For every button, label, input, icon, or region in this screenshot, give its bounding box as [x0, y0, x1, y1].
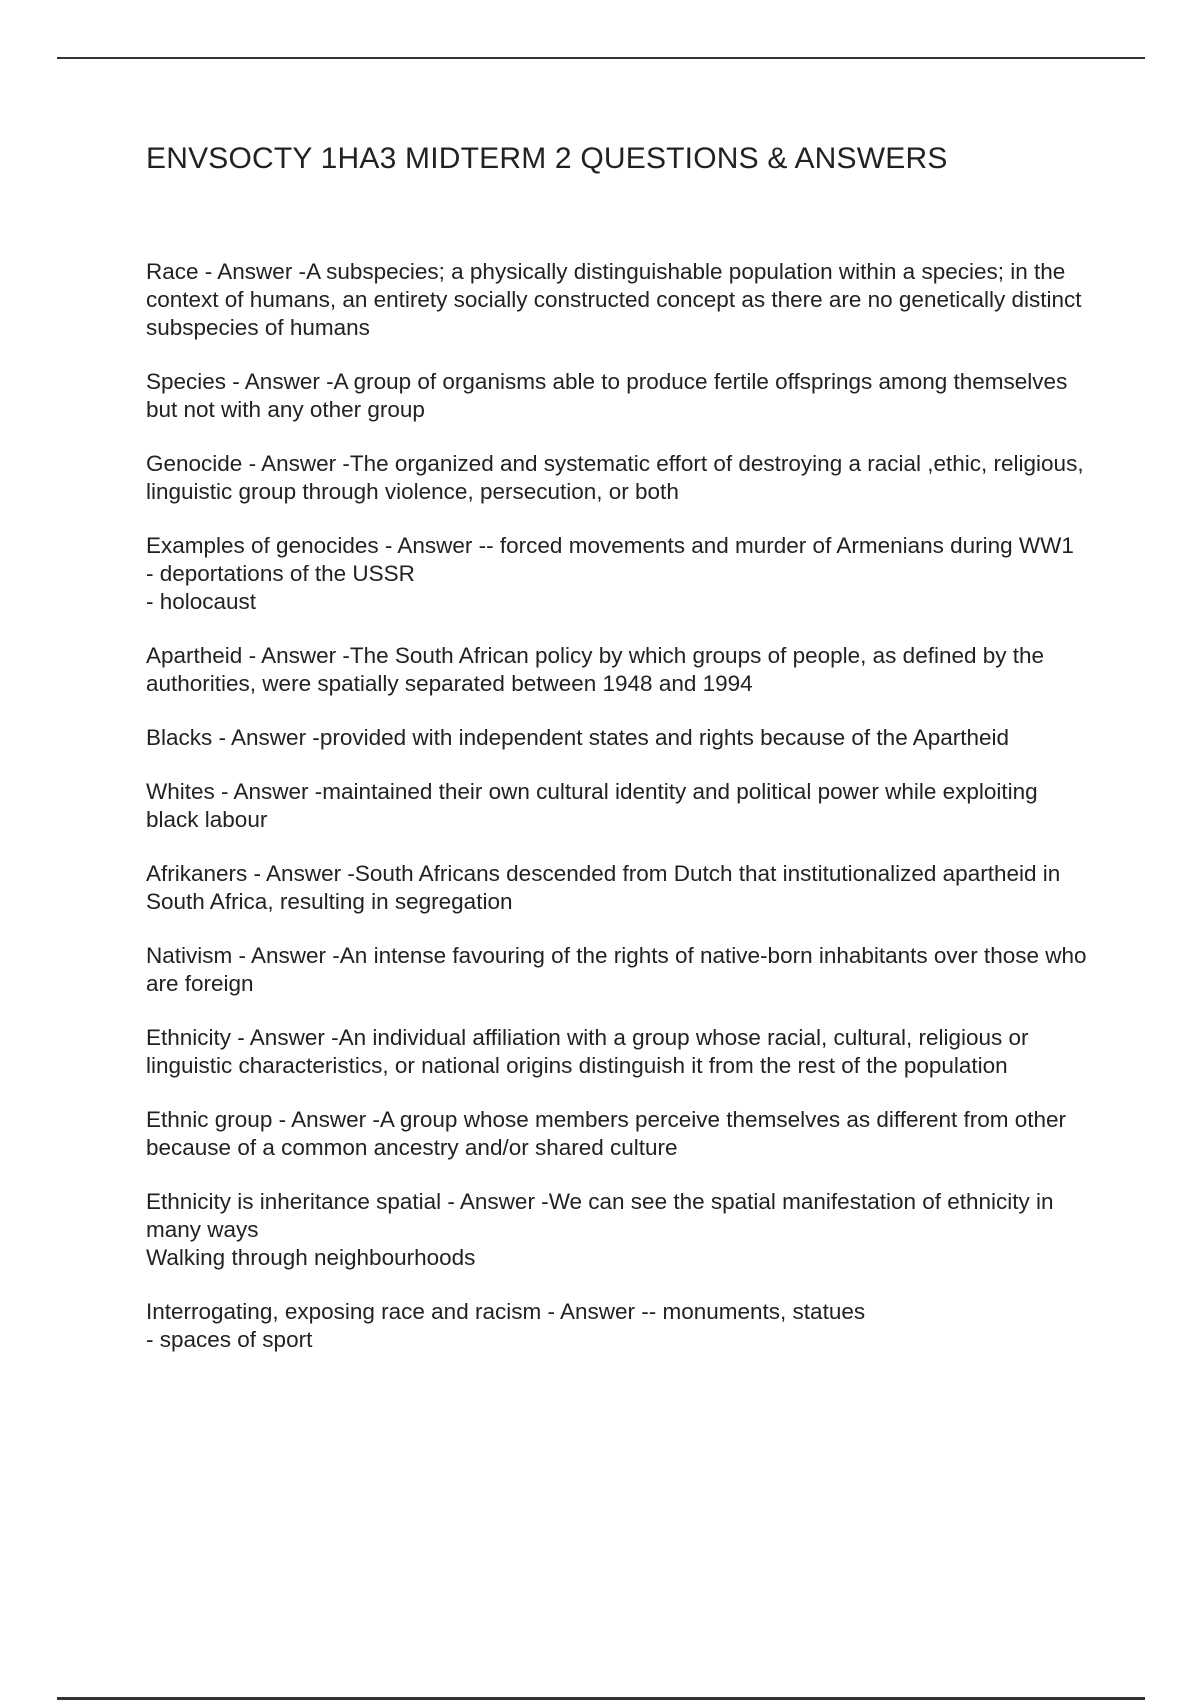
answer: - forced movements and murder of Armenians during WW1 - deportations of the USSR - holocaust	[146, 533, 1074, 614]
answer-separator: - Answer -	[212, 725, 320, 750]
term: Interrogating, exposing race and racism	[146, 1299, 542, 1324]
answer: South Africans descended from Dutch that institutionalized apartheid in South Africa, resulting in segregation	[146, 861, 1061, 914]
qa-item-ethnicity	[146, 1024, 1096, 1080]
term: Ethnicity	[146, 1025, 232, 1050]
qa-item-whites	[146, 778, 1096, 834]
qa-item-nativism	[146, 942, 1096, 998]
qa-item-race	[146, 258, 1096, 342]
answer: provided with independent states and rights because of the Apartheid	[319, 725, 1010, 750]
term: Nativism	[146, 943, 233, 968]
answer: We can see the spatial manifestation of ethnicity in many ways Walking through neighbourhoods	[146, 1189, 1054, 1270]
page-title: ENVSOCTY 1HA3 MIDTERM 2 QUESTIONS & ANSWERS	[146, 142, 948, 175]
qa-item-blacks	[146, 724, 1096, 752]
qa-item-afrikaners	[146, 860, 1096, 916]
answer-separator: - Answer -	[378, 533, 487, 558]
answer-separator: - Answer -	[541, 1299, 649, 1324]
answer: - monuments, statues - spaces of sport	[146, 1299, 866, 1352]
answer: A group of organisms able to produce fertile offsprings among themselves but not with any other group	[146, 369, 1068, 422]
qa-list	[146, 258, 1096, 1380]
answer-separator: - Answer -	[242, 643, 350, 668]
term: Blacks	[146, 725, 213, 750]
qa-item-ethnic-group	[146, 1106, 1096, 1162]
answer-separator: - Answer -	[214, 779, 323, 804]
qa-item-apartheid	[146, 642, 1096, 698]
term: Ethnicity is inheritance spatial	[146, 1189, 442, 1214]
term: Examples of genocides	[146, 533, 379, 558]
term: Race	[146, 259, 199, 284]
answer: The organized and systematic effort of destroying a racial ,ethic, religious, linguistic group through violence, persecution, or both	[146, 451, 1084, 504]
answer-separator: - Answer -	[232, 943, 340, 968]
answer-separator: - Answer -	[226, 369, 334, 394]
term: Apartheid	[146, 643, 243, 668]
qa-item-ethnicity-is-inheritance-spatial	[146, 1188, 1096, 1272]
answer: An individual affiliation with a group whose racial, cultural, religious or linguistic characteristics, or national origins distinguish it from the rest of the population	[146, 1025, 1029, 1078]
answer: The South African policy by which groups of people, as defined by the authorities, were spatially separated between 1948 and 1994	[146, 643, 1045, 696]
term: Ethnic group	[146, 1107, 273, 1132]
term: Afrikaners	[146, 861, 248, 886]
answer-separator: - Answer -	[231, 1025, 339, 1050]
answer-separator: - Answer -	[242, 451, 350, 476]
answer-separator: - Answer -	[441, 1189, 549, 1214]
term: Genocide	[146, 451, 243, 476]
answer-separator: - Answer -	[198, 259, 307, 284]
answer: A group whose members perceive themselves as different from other because of a common ancestry and/or shared culture	[146, 1107, 1067, 1160]
term: Species	[146, 369, 227, 394]
qa-item-species	[146, 368, 1096, 424]
answer-separator: - Answer -	[247, 861, 355, 886]
answer: An intense favouring of the rights of native-born inhabitants over those who are foreign	[146, 943, 1087, 996]
term: Whites	[146, 779, 215, 804]
answer-separator: - Answer -	[272, 1107, 380, 1132]
top-rule	[57, 57, 1145, 59]
qa-item-interrogating-race-and-racism	[146, 1298, 1096, 1354]
answer: A subspecies; a physically distinguishable population within a species; in the context of humans, an entirety socially constructed concept as there are no genetically distinct subspecies of humans	[146, 259, 1082, 340]
qa-item-genocide	[146, 450, 1096, 506]
answer: maintained their own cultural identity and political power while exploiting black labour	[146, 779, 1038, 832]
qa-item-examples-of-genocides	[146, 532, 1096, 616]
